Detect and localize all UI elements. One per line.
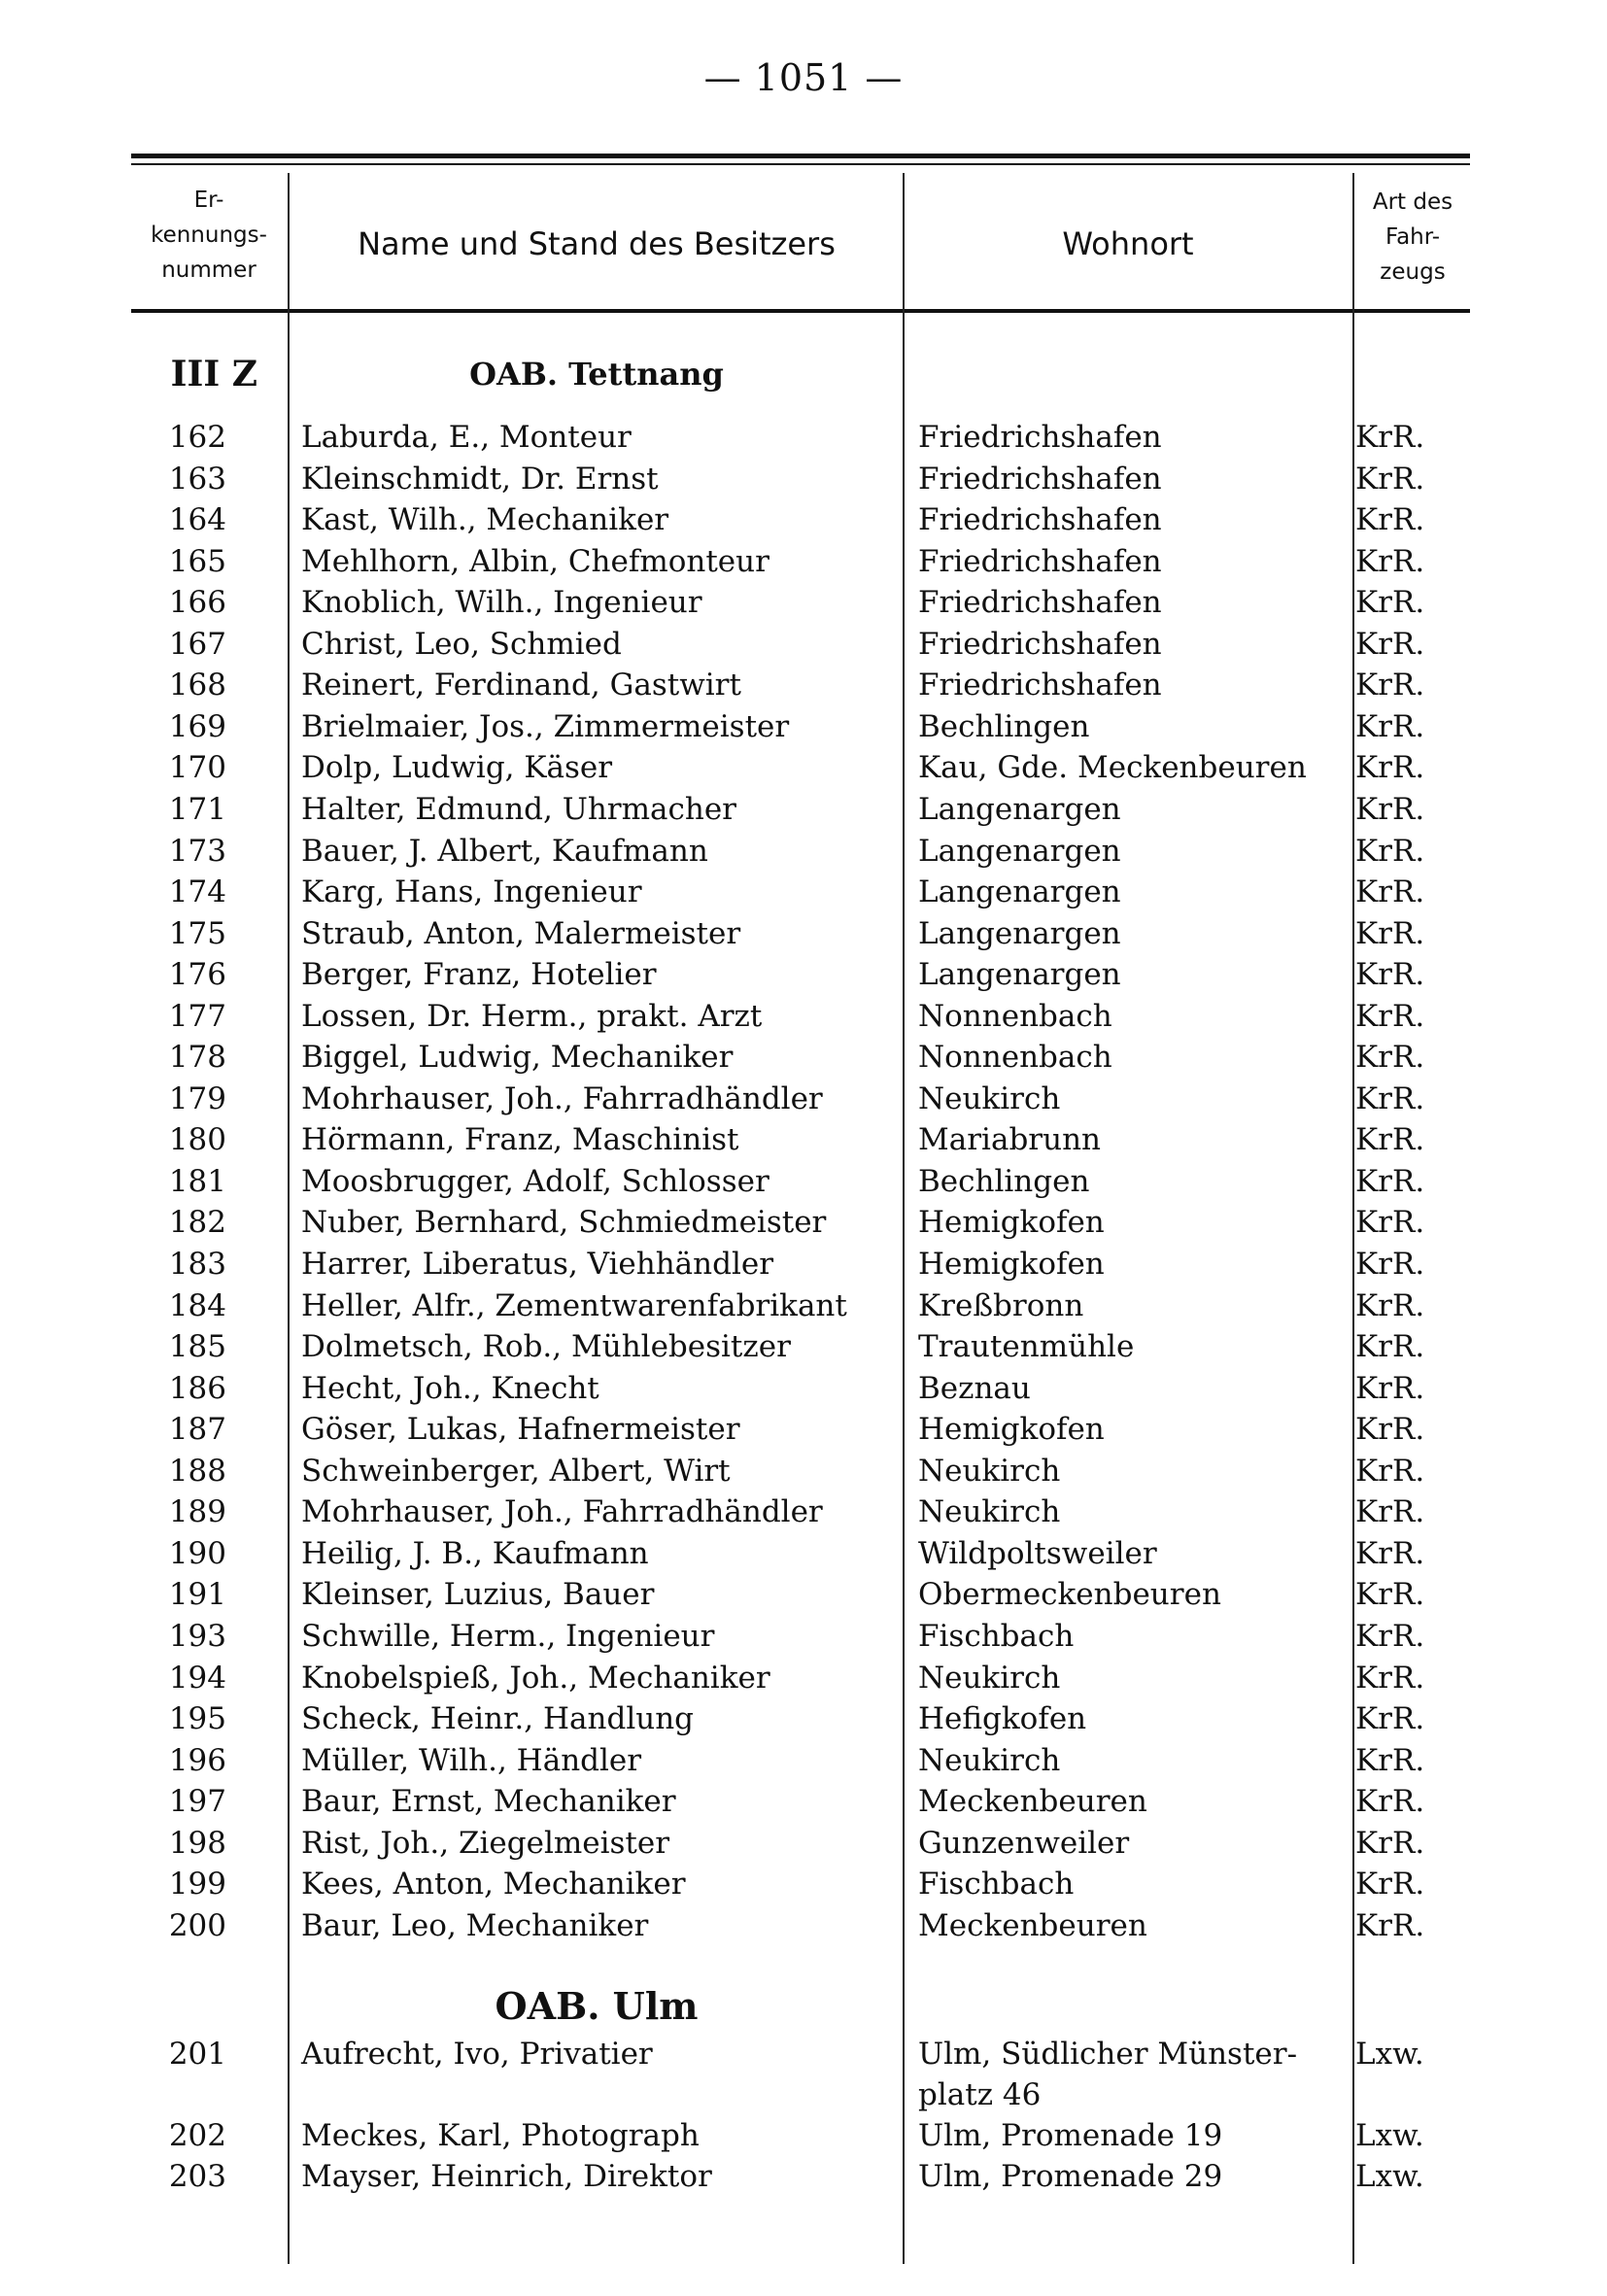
header-bottom-rule (131, 309, 1470, 313)
cell-type: KrR. (1355, 1701, 1425, 1736)
cell-type: Lxw. (1355, 2159, 1424, 2194)
cell-place: Friedrichshafen (918, 420, 1162, 455)
cell-id: 194 (168, 1661, 226, 1696)
cell-place: Obermeckenbeuren (918, 1577, 1221, 1612)
table-row (0, 1205, 1607, 1246)
table-row (0, 1329, 1607, 1370)
cell-type: KrR. (1355, 750, 1425, 785)
cell-type: Lxw. (1355, 2118, 1424, 2153)
cell-type: KrR. (1355, 916, 1425, 951)
page-number: — 1051 — (703, 56, 904, 99)
table-row (0, 709, 1607, 750)
cell-name: Meckes, Karl, Photograph (301, 2118, 700, 2153)
table-row (0, 1619, 1607, 1660)
cell-id: 180 (168, 1122, 226, 1157)
table-row (0, 1661, 1607, 1701)
table-row (0, 1164, 1607, 1205)
cell-id: 174 (168, 874, 226, 909)
cell-place: Ulm, Promenade 29 (918, 2159, 1223, 2194)
table-row (0, 2118, 1607, 2159)
cell-name: Aufrecht, Ivo, Privatier (301, 2037, 653, 2072)
cell-id: 183 (168, 1247, 226, 1282)
cell-type: KrR. (1355, 668, 1425, 703)
group-title: OAB. Tettnang (469, 356, 724, 393)
table-row (0, 1908, 1607, 1949)
cell-id: 185 (168, 1329, 226, 1364)
cell-name: Göser, Lukas, Hafnermeister (301, 1412, 740, 1447)
cell-type: KrR. (1355, 585, 1425, 620)
cell-name: Kleinser, Luzius, Bauer (301, 1577, 655, 1612)
cell-id: 163 (168, 462, 226, 497)
cell-name: Dolp, Ludwig, Käser (301, 750, 613, 785)
cell-id: 200 (168, 1908, 226, 1943)
cell-place: Nonnenbach (918, 1040, 1112, 1075)
cell-type: KrR. (1355, 1040, 1425, 1075)
cell-name: Lossen, Dr. Herm., prakt. Arzt (301, 999, 763, 1034)
cell-name: Christ, Leo, Schmied (301, 627, 622, 662)
cell-id: 173 (168, 834, 226, 869)
cell-name: Schweinberger, Albert, Wirt (301, 1454, 731, 1489)
cell-name: Dolmetsch, Rob., Mühlebesitzer (301, 1329, 791, 1364)
cell-type: KrR. (1355, 1743, 1425, 1778)
cell-name: Rist, Joh., Ziegelmeister (301, 1826, 670, 1861)
cell-name: Knobelspieß, Joh., Mechaniker (301, 1661, 770, 1696)
cell-place: Langenargen (918, 834, 1121, 869)
cell-type: KrR. (1355, 1661, 1425, 1696)
cell-name: Hörmann, Franz, Maschinist (301, 1122, 739, 1157)
cell-type: KrR. (1355, 1867, 1425, 1902)
cell-id: 184 (168, 1288, 226, 1323)
cell-place: Beznau (918, 1371, 1031, 1406)
cell-type: KrR. (1355, 999, 1425, 1034)
table-row (0, 627, 1607, 668)
cell-name: Straub, Anton, Malermeister (301, 916, 741, 951)
table-row (0, 585, 1607, 626)
cell-type: KrR. (1355, 874, 1425, 909)
table-row (0, 1577, 1607, 1618)
cell-place: Friedrichshafen (918, 544, 1162, 579)
cell-name: Kees, Anton, Mechaniker (301, 1867, 686, 1902)
table-row (0, 2159, 1607, 2200)
group-code: III Z (170, 354, 257, 394)
cell-type: KrR. (1355, 1619, 1425, 1654)
cell-type: KrR. (1355, 1494, 1425, 1529)
cell-id: 199 (168, 1867, 226, 1902)
table-row (0, 502, 1607, 543)
cell-place: Wildpoltsweiler (918, 1536, 1157, 1571)
cell-type: KrR. (1355, 544, 1425, 579)
cell-place: Bechlingen (918, 709, 1090, 744)
cell-id: 189 (168, 1494, 226, 1529)
cell-id: 193 (168, 1619, 226, 1654)
table-row (0, 792, 1607, 833)
table-row (0, 1784, 1607, 1825)
cell-type: KrR. (1355, 1536, 1425, 1571)
cell-place: Langenargen (918, 916, 1121, 951)
cell-id: 165 (168, 544, 226, 579)
cell-id: 191 (168, 1577, 226, 1612)
cell-type: KrR. (1355, 1164, 1425, 1199)
cell-id: 162 (168, 420, 226, 455)
table-row (0, 1081, 1607, 1122)
table-row (0, 874, 1607, 915)
cell-place: Gunzenweiler (918, 1826, 1130, 1861)
cell-place: Neukirch (918, 1454, 1061, 1489)
cell-type: KrR. (1355, 1371, 1425, 1406)
cell-type: KrR. (1355, 1412, 1425, 1447)
table-row (0, 462, 1607, 502)
cell-place: Hemigkofen (918, 1205, 1105, 1240)
cell-type: KrR. (1355, 1784, 1425, 1819)
cell-place: Kau, Gde. Meckenbeuren (918, 750, 1307, 785)
cell-type: KrR. (1355, 1288, 1425, 1323)
cell-name: Mohrhauser, Joh., Fahrradhändler (301, 1494, 823, 1529)
cell-id: 203 (168, 2159, 226, 2194)
header-id (131, 183, 287, 288)
cell-name: Reinert, Ferdinand, Gastwirt (301, 668, 741, 703)
cell-type: KrR. (1355, 1247, 1425, 1282)
cell-place: Friedrichshafen (918, 585, 1162, 620)
cell-id: 196 (168, 1743, 226, 1778)
cell-place: Bechlingen (918, 1164, 1090, 1199)
table-row (0, 999, 1607, 1040)
cell-place: Fischbach (918, 1619, 1075, 1654)
cell-place: Hemigkofen (918, 1412, 1105, 1447)
table-row (0, 1288, 1607, 1329)
table-row (0, 2077, 1607, 2118)
cell-place: Friedrichshafen (918, 627, 1162, 662)
top-rule (131, 154, 1470, 158)
cell-place: Langenargen (918, 957, 1121, 992)
cell-place: Neukirch (918, 1661, 1061, 1696)
cell-id: 201 (168, 2037, 226, 2072)
header-id-line: nummer (161, 257, 256, 283)
cell-type: KrR. (1355, 1908, 1425, 1943)
cell-name: Halter, Edmund, Uhrmacher (301, 792, 736, 827)
cell-type: KrR. (1355, 1826, 1425, 1861)
cell-id: 195 (168, 1701, 226, 1736)
cell-id: 168 (168, 668, 226, 703)
cell-place: Fischbach (918, 1867, 1075, 1902)
cell-place: Neukirch (918, 1743, 1061, 1778)
table-row (0, 1247, 1607, 1287)
table-row (0, 834, 1607, 874)
cell-id: 177 (168, 999, 226, 1034)
top-rule-thin (131, 163, 1470, 165)
cell-place: Neukirch (918, 1494, 1061, 1529)
cell-place: Langenargen (918, 792, 1121, 827)
cell-name: Knoblich, Wilh., Ingenieur (301, 585, 702, 620)
cell-place: Friedrichshafen (918, 502, 1162, 537)
cell-id: 182 (168, 1205, 226, 1240)
cell-place: Neukirch (918, 1081, 1061, 1116)
cell-type: KrR. (1355, 792, 1425, 827)
cell-id: 188 (168, 1454, 226, 1489)
header-type-line: Fahr- (1385, 224, 1441, 250)
cell-name: Mayser, Heinrich, Direktor (301, 2159, 712, 2194)
cell-type: KrR. (1355, 834, 1425, 869)
cell-id: 176 (168, 957, 226, 992)
cell-type: KrR. (1355, 502, 1425, 537)
cell-id: 202 (168, 2118, 226, 2153)
cell-place: Hemigkofen (918, 1247, 1105, 1282)
cell-type: KrR. (1355, 462, 1425, 497)
cell-place: Langenargen (918, 874, 1121, 909)
header-type-line: zeugs (1380, 259, 1446, 285)
cell-id: 167 (168, 627, 226, 662)
table-row (0, 1743, 1607, 1784)
cell-id: 179 (168, 1081, 226, 1116)
cell-type: KrR. (1355, 1205, 1425, 1240)
cell-place: Friedrichshafen (918, 462, 1162, 497)
cell-name: Karg, Hans, Ingenieur (301, 874, 642, 909)
table-row (0, 1494, 1607, 1535)
cell-name: Kast, Wilh., Mechaniker (301, 502, 669, 537)
cell-name: Harrer, Liberatus, Viehhändler (301, 1247, 774, 1282)
cell-type: KrR. (1355, 1122, 1425, 1157)
table-row (0, 916, 1607, 957)
cell-type: KrR. (1355, 627, 1425, 662)
cell-name: Berger, Franz, Hotelier (301, 957, 657, 992)
header-type-line: Art des (1372, 189, 1453, 215)
cell-place: Friedrichshafen (918, 668, 1162, 703)
table-row (0, 1454, 1607, 1494)
cell-place: Kreßbronn (918, 1288, 1084, 1323)
cell-name: Mohrhauser, Joh., Fahrradhändler (301, 1081, 823, 1116)
cell-name: Bauer, J. Albert, Kaufmann (301, 834, 708, 869)
cell-id: 190 (168, 1536, 226, 1571)
cell-name: Moosbrugger, Adolf, Schlosser (301, 1164, 769, 1199)
cell-id: 164 (168, 502, 226, 537)
cell-name: Scheck, Heinr., Handlung (301, 1701, 695, 1736)
cell-place: Ulm, Südlicher Münster- (918, 2037, 1298, 2072)
cell-name: Mehlhorn, Albin, Chefmonteur (301, 544, 769, 579)
header-type (1355, 185, 1470, 290)
table-row (0, 1826, 1607, 1867)
cell-id: 175 (168, 916, 226, 951)
cell-id: 186 (168, 1371, 226, 1406)
cell-place: Nonnenbach (918, 999, 1112, 1034)
header-id-line: Er- (193, 188, 224, 213)
cell-type: Lxw. (1355, 2037, 1424, 2072)
cell-type: KrR. (1355, 1454, 1425, 1489)
cell-type: KrR. (1355, 957, 1425, 992)
table-row (0, 420, 1607, 461)
table-row (0, 1122, 1607, 1163)
cell-type: KrR. (1355, 1577, 1425, 1612)
cell-name: Brielmaier, Jos., Zimmermeister (301, 709, 790, 744)
cell-type: KrR. (1355, 1081, 1425, 1116)
cell-place: Meckenbeuren (918, 1784, 1147, 1819)
cell-id: 171 (168, 792, 226, 827)
cell-type: KrR. (1355, 709, 1425, 744)
table-row (0, 1040, 1607, 1080)
table-row (0, 1536, 1607, 1577)
cell-name: Schwille, Herm., Ingenieur (301, 1619, 715, 1654)
cell-id: 198 (168, 1826, 226, 1861)
cell-place: platz 46 (918, 2077, 1042, 2112)
table-row (0, 957, 1607, 998)
header-id-line: kennungs- (151, 223, 267, 248)
table-row (0, 1412, 1607, 1453)
table-row (0, 1867, 1607, 1907)
cell-id: 170 (168, 750, 226, 785)
cell-name: Laburda, E., Monteur (301, 420, 632, 455)
table-row (0, 2037, 1607, 2077)
cell-type: KrR. (1355, 1329, 1425, 1364)
cell-id: 166 (168, 585, 226, 620)
table-row (0, 750, 1607, 791)
cell-id: 169 (168, 709, 226, 744)
cell-place: Trautenmühle (918, 1329, 1135, 1364)
cell-place: Hefigkofen (918, 1701, 1087, 1736)
cell-name: Kleinschmidt, Dr. Ernst (301, 462, 659, 497)
cell-id: 181 (168, 1164, 226, 1199)
cell-place: Meckenbeuren (918, 1908, 1147, 1943)
cell-place: Mariabrunn (918, 1122, 1101, 1157)
table-row (0, 1371, 1607, 1412)
cell-name: Nuber, Bernhard, Schmiedmeister (301, 1205, 827, 1240)
cell-name: Biggel, Ludwig, Mechaniker (301, 1040, 734, 1075)
table-row (0, 1701, 1607, 1742)
cell-name: Heilig, J. B., Kaufmann (301, 1536, 649, 1571)
cell-type: KrR. (1355, 420, 1425, 455)
cell-name: Baur, Ernst, Mechaniker (301, 1784, 676, 1819)
table-row (0, 544, 1607, 585)
cell-name: Hecht, Joh., Knecht (301, 1371, 599, 1406)
cell-name: Heller, Alfr., Zementwarenfabrikant (301, 1288, 847, 1323)
header-place: Wohnort (1062, 225, 1194, 262)
header-name: Name und Stand des Besitzers (358, 225, 836, 262)
cell-id: 187 (168, 1412, 226, 1447)
table-row (0, 668, 1607, 708)
cell-id: 197 (168, 1784, 226, 1819)
group-title: OAB. Ulm (495, 1984, 699, 2028)
cell-name: Baur, Leo, Mechaniker (301, 1908, 649, 1943)
cell-id: 178 (168, 1040, 226, 1075)
cell-name: Müller, Wilh., Händler (301, 1743, 642, 1778)
cell-place: Ulm, Promenade 19 (918, 2118, 1223, 2153)
